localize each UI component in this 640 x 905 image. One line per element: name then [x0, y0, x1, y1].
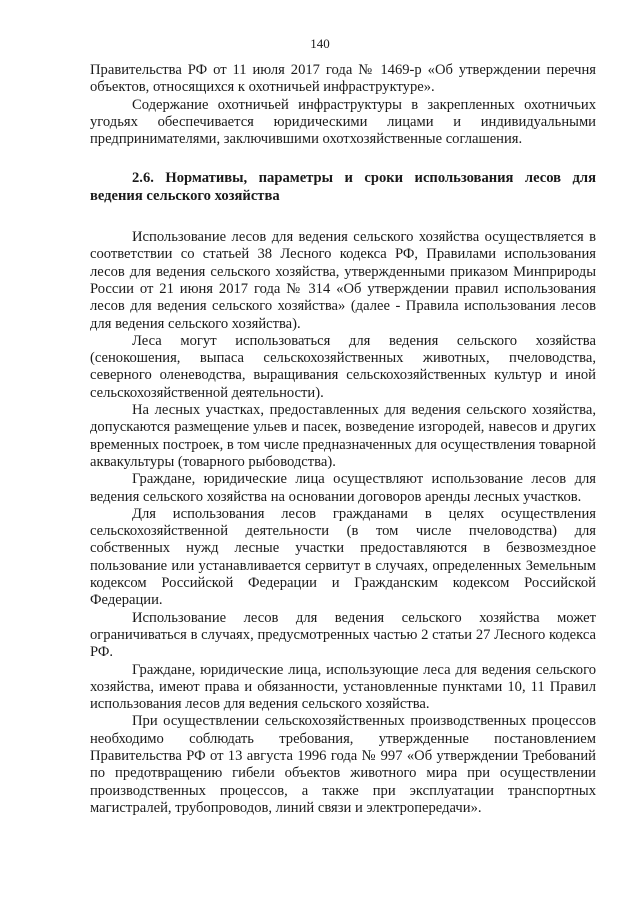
document-body — [90, 62, 596, 817]
page-number: 140 — [310, 36, 330, 51]
paragraph-restrictions: Использование лесов для ведения сельского хозяйства может ограничиваться в случаях, предусмотренных частью 2 статьи 27 Лесного кодекса РФ. — [90, 609, 596, 661]
paragraph-wildlife-requirements: При осуществлении сельскохозяйственных производственных процессов необходимо соблюдать требования, утвержденные постановлением Правительства РФ от 13 августа 1996 года № 997 «Об утверждении Требований по предотвращению гибели объектов животного мира при осуществлении производственных процессов, а также при эксплуатации транспортных магистралей, трубопроводов, линий связи и электропередачи». — [90, 713, 596, 816]
paragraph-rights-obligations: Граждане, юридические лица, использующие леса для ведения сельского хозяйства, имеют права и обязанности, установленные пунктами 10, 11 Правил использования лесов для ведения сельского хозяйства. — [90, 661, 596, 713]
paragraph-permitted-structures: На лесных участках, предоставленных для ведения сельского хозяйства, допускаются размещение ульев и пасек, возведение изгородей, навесов и других временных построек, в том числе предназначенных для осуществления товарной аквакультуры (товарного рыбоводства). — [90, 402, 596, 470]
section-heading: 2.6. Нормативы, параметры и сроки использования лесов для ведения сельского хозяйства — [90, 170, 596, 204]
paragraph-legal-basis: Использование лесов для ведения сельского хозяйства осуществляется в соответствии со статьей 38 Лесного кодекса РФ, Правилами использования лесов для ведения сельского хозяйства, утвержденными приказом Минприроды России от 21 июня 2017 года № 314 «Об утверждении правил использования лесов для ведения сельского хозяйства» (далее - Правила использования лесов для ведения сельского хозяйства). — [90, 229, 596, 332]
paragraph-intro-1: Правительства РФ от 11 июля 2017 года № 1469-р «Об утверждении перечня объектов, относящихся к охотничьей инфраструктуре». — [90, 62, 596, 96]
paragraph-lease-basis: Граждане, юридические лица осуществляют использование лесов для ведения сельского хозяйства на основании договоров аренды лесных участков. — [90, 471, 596, 505]
paragraph-purposes: Леса могут использоваться для ведения сельского хозяйства (сенокошения, выпаса сельскохозяйственных животных, пчеловодства, северного оленеводства, выращивания сельскохозяйственных культур и иной сельскохозяйственной деятельности). — [90, 332, 596, 401]
paragraph-intro-2: Содержание охотничьей инфраструктуры в закрепленных охотничьих угодьях обеспечивается юридическими лицами и индивидуальными предпринимателями, заключившими охотхозяйственные соглашения. — [90, 96, 596, 148]
paragraph-free-use: Для использования лесов гражданами в целях осуществления сельскохозяйственной деятельности (в том числе пчеловодства) для собственных нужд лесные участки предоставляются в безвозмездное пользование или устанавливается сервитут в случаях, определенных Земельным кодексом Российской Федерации и Гражданским кодексом Российской Федерации. — [90, 505, 596, 609]
